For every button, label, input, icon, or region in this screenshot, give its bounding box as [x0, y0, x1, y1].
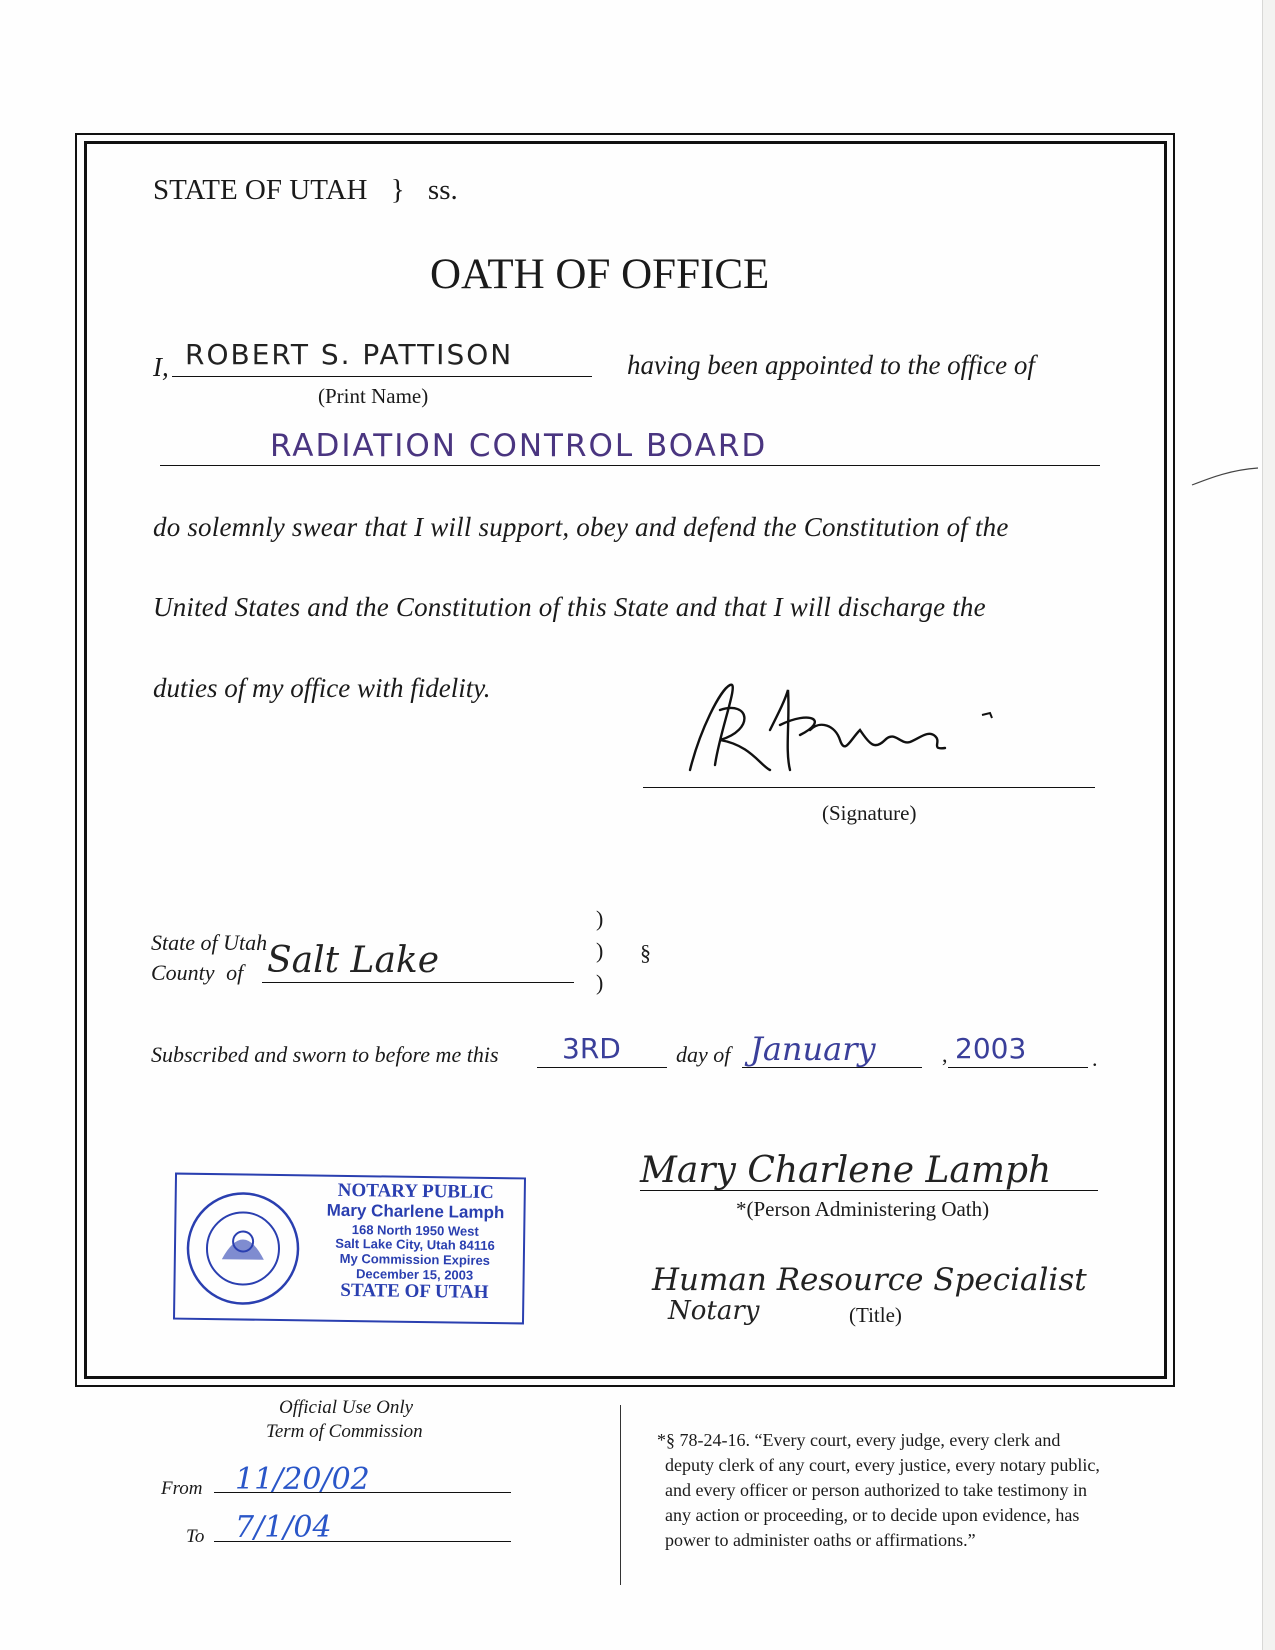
oath-text-line-1: do solemnly swear that I will support, obey and defend the Constitution of the — [153, 512, 1009, 542]
footnote-line-4: any action or proceeding, or to decide upon evidence, has — [665, 1505, 1080, 1525]
footnote-line-5: power to administer oaths or affirmations.” — [665, 1530, 976, 1550]
print-name-label: (Print Name) — [318, 384, 429, 408]
stamp-line-5: My Commission Expires — [339, 1250, 491, 1269]
official-heading-1: Official Use Only — [279, 1397, 414, 1418]
administrator-signature-handwritten: Mary Charlene Lamph — [640, 1150, 1052, 1191]
venue-section-symbol: § — [640, 940, 651, 965]
administrator-title-label: (Title) — [849, 1303, 902, 1327]
sworn-year-handwritten: 2003 — [955, 1032, 1027, 1065]
office-handwritten: RADIATION CONTROL BOARD — [270, 428, 768, 464]
venue-county-word: County — [151, 960, 215, 985]
sworn-prefix: Subscribed and sworn to before me this — [151, 1042, 499, 1067]
venue-paren-2: ) — [596, 938, 604, 963]
venue-of-word: of — [226, 960, 244, 985]
sworn-day-handwritten: 3RD — [562, 1032, 621, 1065]
sworn-day-of: day of — [676, 1042, 731, 1067]
stamp-line-6: December 15, 2003 — [356, 1265, 474, 1283]
stamp-line-7: STATE OF UTAH — [340, 1280, 489, 1304]
sworn-year-line — [948, 1067, 1088, 1068]
printed-name-handwritten: ROBERT S. PATTISON — [185, 338, 514, 371]
sworn-day-line — [537, 1067, 667, 1068]
stamp-line-1: NOTARY PUBLIC — [337, 1179, 494, 1204]
signature-label: (Signature) — [822, 801, 917, 825]
footnote-line-3: and every officer or person authorized to take testimony in — [665, 1480, 1088, 1500]
bottom-divider — [620, 1405, 621, 1585]
sworn-month-line — [742, 1067, 922, 1068]
official-from-line — [214, 1492, 511, 1493]
official-from-handwritten: 11/20/02 — [235, 1462, 370, 1497]
official-heading-2: Term of Commission — [266, 1421, 423, 1442]
footnote-line-2: deputy clerk of any court, every justice, every notary public, — [665, 1455, 1100, 1475]
signature-line — [643, 787, 1095, 788]
official-to-label: To — [186, 1526, 205, 1547]
venue-state-label: State of Utah — [151, 930, 268, 955]
state-heading — [153, 174, 458, 207]
name-line — [172, 376, 592, 377]
oath-text-line-3: duties of my office with fidelity. — [153, 673, 491, 703]
stamp-line-4: Salt Lake City, Utah 84116 — [335, 1236, 495, 1254]
administrator-line — [640, 1190, 1098, 1191]
oath-text-line-2: United States and the Constitution of this State and that I will discharge the — [153, 592, 986, 622]
county-handwritten: Salt Lake — [267, 940, 440, 981]
state-heading-ss: ss. — [427, 174, 458, 206]
stray-pen-mark — [1190, 460, 1260, 490]
oath-prefix: I, — [153, 352, 169, 382]
sworn-month-handwritten: January — [750, 1030, 876, 1068]
venue-county-label — [151, 960, 243, 986]
notary-stamp — [173, 1173, 526, 1325]
administrator-label: *(Person Administering Oath) — [736, 1197, 990, 1221]
official-to-handwritten: 7/1/04 — [235, 1510, 332, 1545]
state-heading-text: STATE OF UTAH — [153, 174, 368, 206]
official-to-line — [214, 1541, 511, 1542]
state-heading-brace: } — [390, 174, 405, 206]
official-from-label: From — [161, 1478, 203, 1499]
oath-signature-image — [660, 670, 1060, 785]
stamp-line-2: Mary Charlene Lamph — [326, 1200, 505, 1223]
sworn-comma: , — [942, 1042, 948, 1067]
sworn-period: . — [1092, 1046, 1098, 1071]
office-intro: having been appointed to the office of — [627, 350, 1035, 380]
footnote-line-1: *§ 78-24-16. “Every court, every judge, every clerk and — [657, 1430, 1061, 1450]
state-seal-icon — [183, 1189, 303, 1309]
page-title: OATH OF OFFICE — [430, 251, 770, 298]
stamp-line-3: 168 North 1950 West — [351, 1221, 479, 1239]
administrator-title-handwritten-1: Human Resource Specialist — [652, 1262, 1087, 1298]
venue-paren-1: ) — [596, 906, 604, 931]
office-line — [160, 465, 1100, 466]
venue-paren-3: ) — [596, 970, 604, 995]
county-line — [262, 982, 574, 983]
administrator-title-handwritten-2: Notary — [668, 1296, 760, 1326]
